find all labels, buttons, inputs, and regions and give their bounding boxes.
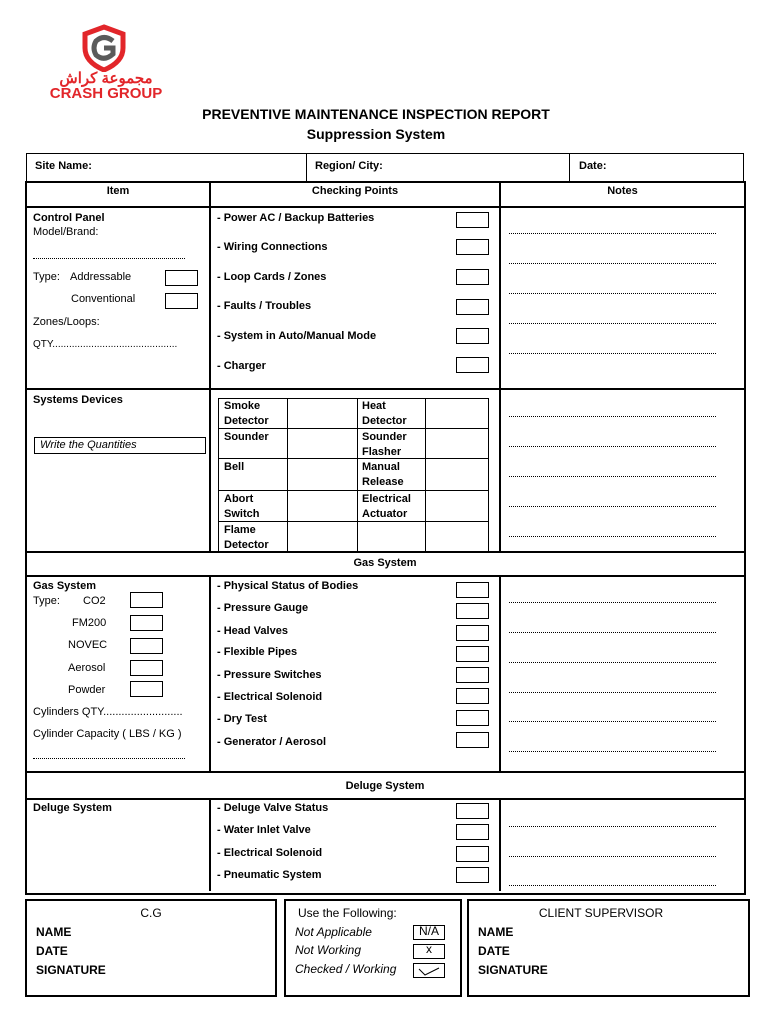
fm200-checkbox[interactable] bbox=[130, 615, 163, 631]
client-name[interactable]: NAME bbox=[478, 925, 514, 939]
column-checking: Checking Points bbox=[311, 185, 399, 197]
logo-arabic: مجموعة كراش bbox=[59, 70, 153, 87]
model-brand-label: Model/Brand: bbox=[33, 226, 99, 238]
notes-line[interactable] bbox=[509, 856, 716, 857]
aerosol-checkbox[interactable] bbox=[130, 660, 163, 676]
deluge-point-solenoid: - Electrical Solenoid bbox=[217, 847, 323, 859]
header-row bbox=[26, 153, 744, 182]
point-power: - Power AC / Backup Batteries bbox=[217, 212, 375, 224]
gas-system-band: Gas System bbox=[353, 557, 417, 569]
notes-line[interactable] bbox=[509, 692, 716, 693]
notes-line[interactable] bbox=[509, 476, 716, 477]
gas-point-dry-test: - Dry Test bbox=[217, 713, 267, 725]
gas-point-gauge: - Pressure Gauge bbox=[217, 602, 309, 614]
logo-mark-icon bbox=[80, 24, 128, 72]
pressure-switches-checkbox[interactable] bbox=[456, 667, 489, 683]
power-checkbox[interactable] bbox=[456, 212, 489, 228]
gas-point-bodies: - Physical Status of Bodies bbox=[217, 580, 359, 592]
cg-signature[interactable]: SIGNATURE bbox=[36, 963, 106, 977]
point-wiring: - Wiring Connections bbox=[217, 241, 328, 253]
deluge-solenoid-checkbox[interactable] bbox=[456, 846, 489, 862]
deluge-system-band: Deluge System bbox=[345, 780, 425, 792]
device-bell: Bell bbox=[224, 461, 245, 473]
model-brand-line[interactable] bbox=[33, 258, 185, 259]
qty-field[interactable]: QTY............................................. bbox=[33, 339, 178, 350]
notes-line[interactable] bbox=[509, 632, 716, 633]
inlet-checkbox[interactable] bbox=[456, 824, 489, 840]
solenoid-checkbox[interactable] bbox=[456, 688, 489, 704]
gas-point-head-valves: - Head Valves bbox=[217, 625, 288, 637]
zones-loops-label: Zones/Loops: bbox=[33, 316, 100, 328]
company-logo bbox=[48, 24, 168, 104]
device-manual-release: Manual Release bbox=[362, 461, 404, 488]
logo-english: CRASH GROUP bbox=[49, 85, 163, 102]
notes-line[interactable] bbox=[509, 662, 716, 663]
column-item: Item bbox=[106, 185, 130, 197]
deluge-point-valve: - Deluge Valve Status bbox=[217, 802, 329, 814]
novec-checkbox[interactable] bbox=[130, 638, 163, 654]
point-faults: - Faults / Troubles bbox=[217, 300, 312, 312]
bodies-checkbox[interactable] bbox=[456, 582, 489, 598]
type-label: Type: bbox=[33, 271, 60, 283]
type-aerosol: Aerosol bbox=[68, 662, 106, 674]
device-smoke: Smoke Detector bbox=[224, 400, 269, 427]
notes-line[interactable] bbox=[509, 293, 716, 294]
devices-title: Systems Devices bbox=[33, 394, 123, 406]
site-name-field[interactable]: Site Name: bbox=[35, 160, 92, 172]
loop-checkbox[interactable] bbox=[456, 269, 489, 285]
faults-checkbox[interactable] bbox=[456, 299, 489, 315]
legend-nw-mark: x bbox=[426, 942, 432, 956]
device-abort: Abort Switch bbox=[224, 493, 260, 520]
device-heat: Heat Detector bbox=[362, 400, 407, 427]
cylinders-qty[interactable]: Cylinders QTY.......................... bbox=[33, 706, 183, 718]
write-quantities-hint: Write the Quantities bbox=[40, 439, 137, 451]
cylinder-capacity: Cylinder Capacity ( LBS / KG ) bbox=[33, 728, 182, 740]
cg-title: C.G bbox=[140, 906, 162, 920]
generator-checkbox[interactable] bbox=[456, 732, 489, 748]
conventional-label: Conventional bbox=[71, 293, 136, 305]
notes-line[interactable] bbox=[509, 536, 716, 537]
deluge-point-pneumatic: - Pneumatic System bbox=[217, 869, 322, 881]
notes-line[interactable] bbox=[509, 233, 716, 234]
powder-checkbox[interactable] bbox=[130, 681, 163, 697]
notes-line[interactable] bbox=[509, 826, 716, 827]
device-flame: Flame Detector bbox=[224, 524, 269, 551]
notes-line[interactable] bbox=[509, 506, 716, 507]
type-novec: NOVEC bbox=[68, 639, 108, 651]
capacity-line[interactable] bbox=[33, 758, 185, 759]
notes-line[interactable] bbox=[509, 751, 716, 752]
wiring-checkbox[interactable] bbox=[456, 239, 489, 255]
flexible-checkbox[interactable] bbox=[456, 646, 489, 662]
report-subtitle: Suppression System bbox=[306, 126, 446, 142]
legend-checked-working: Checked / Working bbox=[295, 962, 397, 976]
point-auto-manual: - System in Auto/Manual Mode bbox=[217, 330, 377, 342]
gas-type-label: Type: bbox=[33, 595, 60, 607]
notes-line[interactable] bbox=[509, 353, 716, 354]
legend-not-applicable: Not Applicable bbox=[295, 925, 372, 939]
gas-title: Gas System bbox=[33, 580, 96, 592]
client-signature[interactable]: SIGNATURE bbox=[478, 963, 548, 977]
type-powder: Powder bbox=[68, 684, 106, 696]
legend-na-mark: N/A bbox=[418, 924, 439, 938]
point-charger: - Charger bbox=[217, 360, 266, 372]
gas-point-solenoid: - Electrical Solenoid bbox=[217, 691, 323, 703]
co2-checkbox[interactable] bbox=[130, 592, 163, 608]
cg-date[interactable]: DATE bbox=[36, 944, 68, 958]
deluge-point-inlet: - Water Inlet Valve bbox=[217, 824, 311, 836]
dry-test-checkbox[interactable] bbox=[456, 710, 489, 726]
region-field[interactable]: Region/ City: bbox=[315, 160, 383, 172]
cg-name[interactable]: NAME bbox=[36, 925, 72, 939]
legend-not-working: Not Working bbox=[295, 943, 362, 957]
column-notes: Notes bbox=[607, 185, 638, 197]
deluge-valve-checkbox[interactable] bbox=[456, 803, 489, 819]
notes-line[interactable] bbox=[509, 721, 716, 722]
type-fm200: FM200 bbox=[72, 617, 107, 629]
addressable-checkbox[interactable] bbox=[165, 270, 198, 286]
checkmark-icon bbox=[418, 964, 440, 976]
notes-line[interactable] bbox=[509, 263, 716, 264]
addressable-label: Addressable bbox=[70, 271, 132, 283]
conventional-checkbox[interactable] bbox=[165, 293, 198, 309]
device-actuator: Electrical Actuator bbox=[362, 493, 411, 520]
date-field[interactable]: Date: bbox=[579, 160, 607, 172]
notes-line[interactable] bbox=[509, 446, 716, 447]
gas-point-generator: - Generator / Aerosol bbox=[217, 736, 327, 748]
head-valves-checkbox[interactable] bbox=[456, 625, 489, 641]
report-title: PREVENTIVE MAINTENANCE INSPECTION REPORT bbox=[202, 106, 550, 122]
legend-title: Use the Following: bbox=[298, 906, 397, 920]
charger-checkbox[interactable] bbox=[456, 357, 489, 373]
pneumatic-checkbox[interactable] bbox=[456, 867, 489, 883]
device-sounder: Sounder bbox=[224, 431, 269, 443]
device-sounder-flasher: Sounder Flasher bbox=[362, 431, 407, 458]
notes-line[interactable] bbox=[509, 602, 716, 603]
notes-line[interactable] bbox=[509, 323, 716, 324]
notes-line[interactable] bbox=[509, 416, 716, 417]
deluge-title: Deluge System bbox=[33, 802, 112, 814]
gas-point-pressure-switches: - Pressure Switches bbox=[217, 669, 322, 681]
notes-line[interactable] bbox=[509, 885, 716, 886]
gauge-checkbox[interactable] bbox=[456, 603, 489, 619]
gas-point-flexible: - Flexible Pipes bbox=[217, 646, 298, 658]
point-loop: - Loop Cards / Zones bbox=[217, 271, 327, 283]
client-title: CLIENT SUPERVISOR bbox=[538, 906, 664, 920]
client-date[interactable]: DATE bbox=[478, 944, 510, 958]
type-co2: CO2 bbox=[83, 595, 106, 607]
auto-manual-checkbox[interactable] bbox=[456, 328, 489, 344]
control-panel-title: Control Panel bbox=[33, 212, 105, 224]
